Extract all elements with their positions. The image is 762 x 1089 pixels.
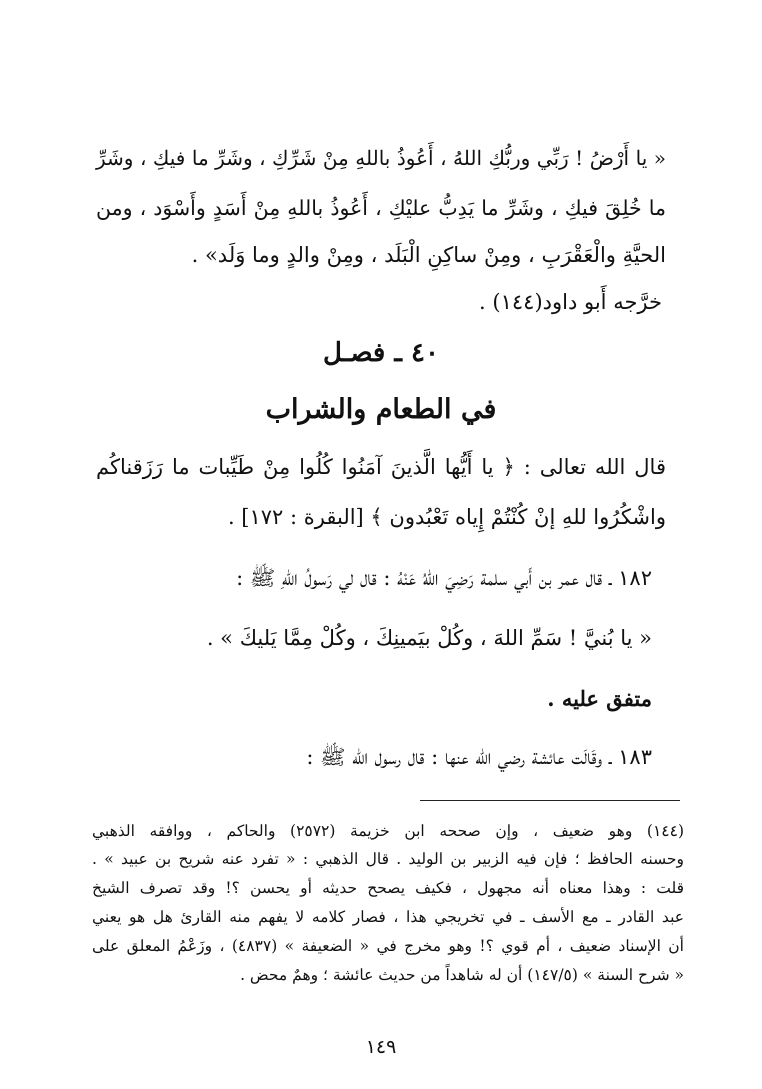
dua-line-2: ما خُلِقَ فيكِ ، وشَرِّ ما يَدِبُّ عليْكِ ، أَعُوذُ باللهِ مِنْ أَسَدٍ وأَسْوَد ، ومن (96, 196, 666, 220)
hadith-182-text: « يا بُنيَّ ! سَمِّ اللهَ ، وكُلْ بيَمينِكَ ، وكُلْ مِمَّا يَليكَ » . (206, 626, 652, 650)
verse-line-1: قال الله تعالى : ﴿ يا أَيُّها الَّذينَ آمَنُوا كُلُوا مِنْ طَيِّبات ما رَزَقناكُم (96, 455, 666, 479)
section-title: في الطعام والشراب (265, 394, 497, 425)
footnote-line-3: قلت : وهذا معناه أنه مجهول ، فكيف يصحح حديثه أو يحسن ؟! وقد تصرف الشيخ (92, 879, 684, 897)
footnote-line-6: « شرح السنة » (١٤٧/٥) أن له شاهداً من حديث عائشة ؛ وهمٌ محض . (240, 966, 684, 984)
hadith-183-intro: ١٨٣ ـ وقَالَت عائشة رضي الله عنها : قال رسول الله ﷺ : (306, 745, 652, 769)
hadith-182-takhrij: متفق عليه . (547, 686, 652, 711)
footnote-line-2: وحسنه الحافظ ؛ فإن فيه الزبير بن الوليد . قال الذهبي : « تفرد عنه شريح بن عبيد » . (92, 850, 684, 868)
page-number: ١٤٩ (365, 1036, 397, 1058)
footnote-separator (420, 800, 680, 801)
takhrij-abu-dawud: خرَّجه أَبو داود(١٤٤) . (479, 290, 662, 314)
dua-line-1: « يا أَرْضُ ! رَبِّي وربُّكِ اللهُ ، أَعُوذُ باللهِ مِنْ شَرِّكِ ، وشَرِّ ما فيكِ ، وشَرِّ (96, 146, 666, 170)
section-number: ٤٠ ـ فصـل (323, 338, 439, 368)
dua-line-3: الحيَّةِ والْعَقْرَبِ ، ومِنْ ساكِنِ الْبَلَد ، ومِنْ والدٍ وما وَلَد» . (191, 243, 666, 267)
footnote-line-4: عبد القادر ـ مع الأسف ـ في تخريجي هذا ، فصار كلامه لا يفهم منه القارئ هل هو يعني (92, 908, 684, 926)
hadith-182-intro: ١٨٢ ـ قال عمر بن أَبي سلمة رَضِيَ اللهُ عَنْهُ : قال لي رَسولُ اللهِ ﷺ : (236, 566, 652, 590)
verse-line-2: واشْكُرُوا للهِ إنْ كُنْتُمْ إِياه تَعْبُدون ﴾ [البقرة : ١٧٢] . (227, 505, 666, 529)
footnote-line-5: أن الإسناد ضعيف ، أم قوي ؟! وهو مخرج في « الضعيفة » (٤٨٣٧) ، وزَعْمُ المعلق على (92, 937, 684, 955)
footnote-line-1: (١٤٤) وهو ضعيف ، وإن صححه ابن خزيمة (٢٥٧٢) والحاكم ، ووافقه الذهبي (92, 822, 684, 840)
